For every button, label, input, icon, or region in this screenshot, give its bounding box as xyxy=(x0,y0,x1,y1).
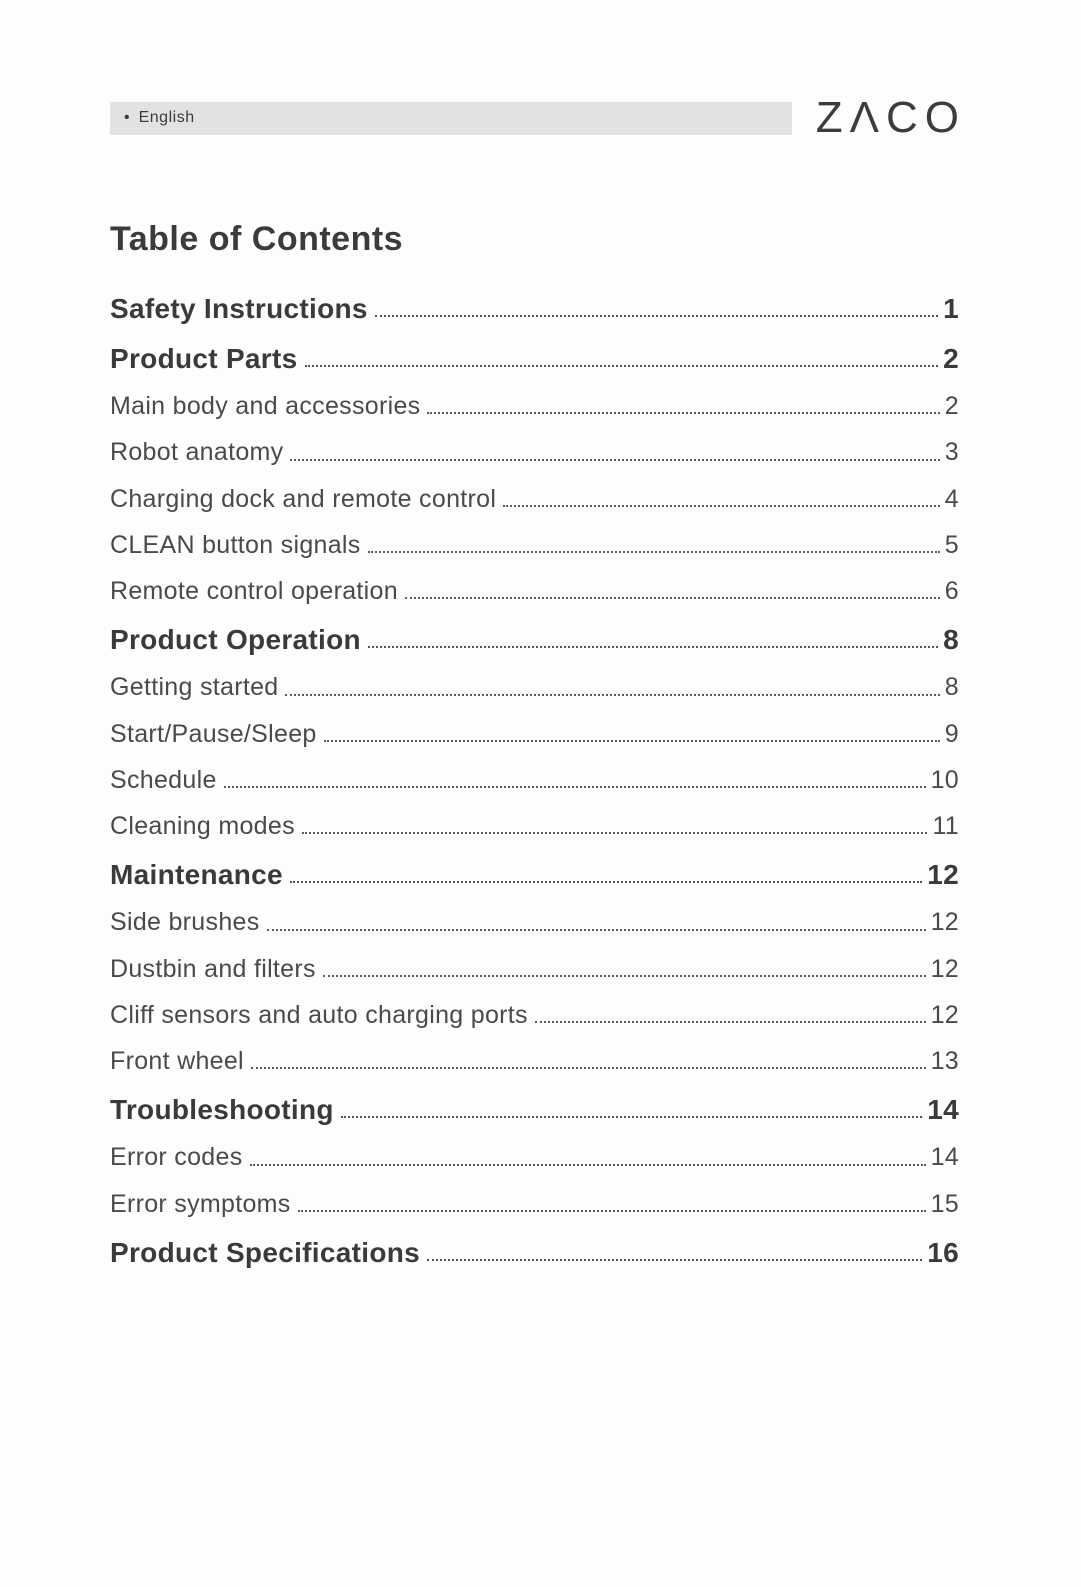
dotted-leader xyxy=(427,412,939,414)
page-header xyxy=(110,93,966,142)
toc-entry-page: 12 xyxy=(930,954,959,983)
toc-entry xyxy=(110,484,959,515)
language-bar xyxy=(110,102,792,135)
toc-entry-label: Start/Pause/Sleep xyxy=(110,719,317,748)
dotted-leader xyxy=(405,597,940,599)
toc-entry-page: 10 xyxy=(930,765,959,794)
dotted-leader xyxy=(341,1116,922,1118)
toc-entry-label: Troubleshooting xyxy=(110,1094,334,1126)
toc-entry-label: Maintenance xyxy=(110,859,283,891)
dotted-leader xyxy=(250,1164,926,1166)
toc-entry-label: Error codes xyxy=(110,1143,243,1172)
toc-entry-label: Main body and accessories xyxy=(110,392,421,420)
toc-entry-label: Product Operation xyxy=(110,624,361,656)
toc-entry xyxy=(110,954,959,985)
toc-entry xyxy=(110,291,959,326)
toc-entry-page: 12 xyxy=(930,1000,959,1029)
toc-entry-page: 13 xyxy=(930,1047,959,1075)
toc-entry-label: Front wheel xyxy=(110,1047,244,1075)
zaco-logo: ZΛCO xyxy=(815,93,966,142)
toc-entry-label: CLEAN button signals xyxy=(110,530,361,559)
toc-entry xyxy=(110,391,959,422)
toc-entry xyxy=(110,857,959,892)
toc-entry-page: 3 xyxy=(944,438,959,467)
toc-entry xyxy=(110,437,959,468)
toc-entry-page: 8 xyxy=(943,624,959,656)
toc-entry-label: Product Parts xyxy=(110,343,298,374)
dotted-leader xyxy=(368,646,938,648)
toc-entry xyxy=(110,672,959,703)
toc-entry xyxy=(110,765,959,796)
toc-entry xyxy=(110,907,959,938)
toc-entry-page: 12 xyxy=(930,908,959,937)
toc-entry-label: Remote control operation xyxy=(110,577,398,605)
toc-entry-label: Error symptoms xyxy=(110,1189,291,1218)
language-label: English xyxy=(138,109,195,126)
dotted-leader xyxy=(368,551,940,553)
toc-entry xyxy=(110,576,959,607)
toc-entry xyxy=(110,1000,959,1031)
dotted-leader xyxy=(302,832,928,834)
dotted-leader xyxy=(323,975,926,977)
toc-entry-page: 8 xyxy=(944,673,959,702)
toc-entry-page: 12 xyxy=(927,859,959,891)
toc-entry xyxy=(110,1092,959,1127)
toc-entry-page: 14 xyxy=(930,1143,959,1172)
toc-entry-label: Cliff sensors and auto charging ports xyxy=(110,1000,528,1029)
toc-entry-label: Schedule xyxy=(110,765,217,794)
toc-entry xyxy=(110,1046,959,1077)
toc-entry-page: 9 xyxy=(944,719,959,748)
toc-entry-page: 5 xyxy=(944,530,959,559)
dotted-leader xyxy=(375,315,938,317)
toc-entry-label: Charging dock and remote control xyxy=(110,484,497,513)
dotted-leader xyxy=(298,1210,926,1212)
toc-entry xyxy=(110,341,959,376)
bullet-icon: • xyxy=(124,109,130,126)
toc-entry xyxy=(110,1189,959,1220)
dotted-leader xyxy=(535,1021,926,1023)
toc-entry-page: 6 xyxy=(944,577,959,605)
dotted-leader xyxy=(267,929,926,931)
toc-entry-page: 14 xyxy=(927,1094,959,1126)
toc-entry-page: 16 xyxy=(927,1236,959,1268)
toc-entry-label: Side brushes xyxy=(110,908,260,937)
toc-entry-label: Robot anatomy xyxy=(110,438,284,467)
toc-entry xyxy=(110,530,959,561)
dotted-leader xyxy=(251,1067,926,1069)
toc-entry-label: Cleaning modes xyxy=(110,812,295,840)
toc-entry-page: 2 xyxy=(943,343,959,374)
toc-entry xyxy=(110,622,959,657)
dotted-leader xyxy=(503,505,940,507)
toc-entry-label: Dustbin and filters xyxy=(110,954,316,983)
toc-entry-page: 11 xyxy=(932,812,959,840)
toc-entry-label: Product Specifications xyxy=(110,1236,420,1268)
toc-entry-page: 1 xyxy=(943,293,959,324)
dotted-leader xyxy=(305,365,939,367)
toc-entry-page: 2 xyxy=(944,392,959,420)
dotted-leader xyxy=(290,881,922,883)
page-title: Table of Contents xyxy=(110,220,404,258)
dotted-leader xyxy=(324,740,940,742)
toc-entry xyxy=(110,1235,959,1270)
dotted-leader xyxy=(224,786,926,788)
dotted-leader xyxy=(285,694,939,696)
toc-entry xyxy=(110,811,959,842)
toc-entry xyxy=(110,1142,959,1173)
toc-list xyxy=(110,291,959,1270)
dotted-leader xyxy=(290,459,939,461)
toc-entry-label: Getting started xyxy=(110,673,279,702)
dotted-leader xyxy=(427,1259,922,1261)
toc-entry-page: 4 xyxy=(944,484,959,513)
toc-entry-page: 15 xyxy=(930,1189,959,1218)
toc-entry xyxy=(110,719,959,750)
toc-entry-label: Safety Instructions xyxy=(110,293,368,324)
